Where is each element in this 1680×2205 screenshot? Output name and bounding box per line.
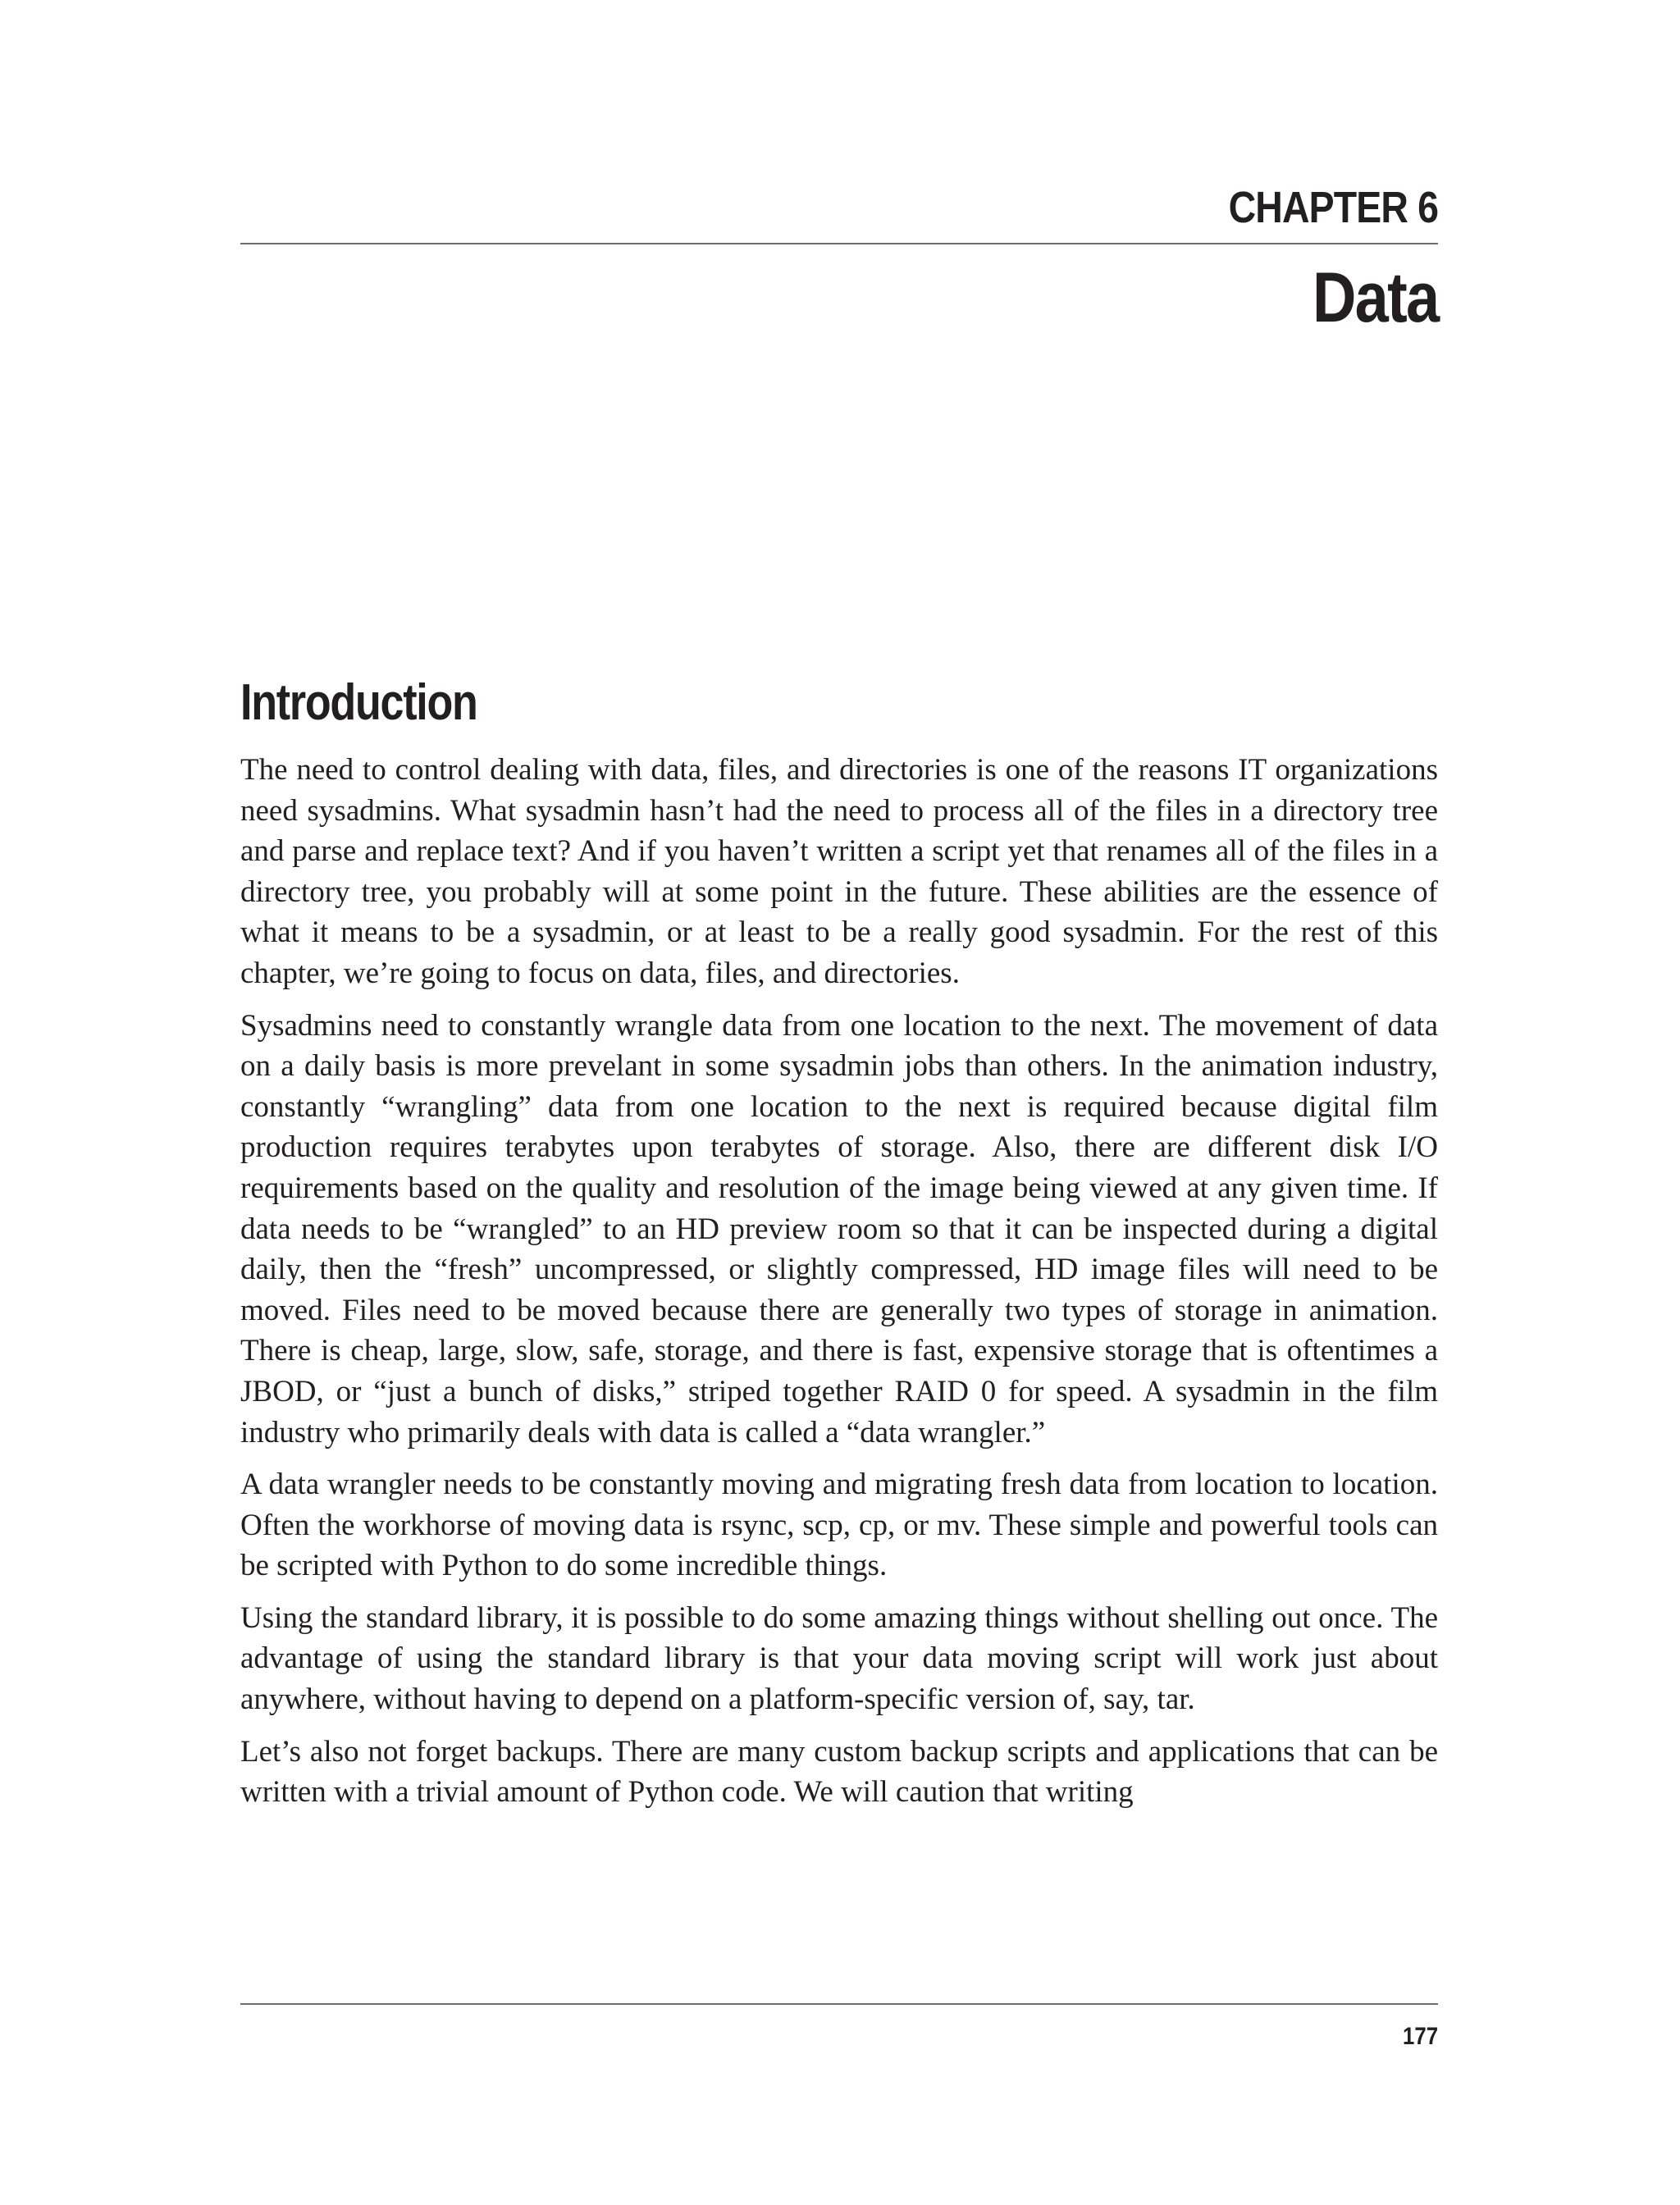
chapter-divider — [240, 243, 1438, 244]
body-text — [240, 750, 1438, 1824]
footer-divider — [240, 2003, 1438, 2005]
paragraph-4: Using the standard library, it is possible to do some amazing things without shelling out once. The advantage of using the standard library is that your data moving script will work just about anywhere, without having to depend on a platform-specific version of, say, tar. — [240, 1600, 1438, 1717]
chapter-title: Data — [1312, 258, 1438, 337]
paragraph-2: Sysadmins need to constantly wrangle data from one location to the next. The movement of data on a daily basis is more prevelant in some sysadmin jobs than others. In the animation industry, constantly “wrangling” data from one location to the next is required because digital film production requires terabytes upon terabytes of storage. Also, there are different disk I/O requirements based on the quality and resolution of the image being viewed at any given time. If data needs to be “wrangled” to an HD preview room so that it can be inspected during a digital daily, then the “fresh” uncompressed, or slightly compressed, HD image files will need to be moved. Files need to be moved because there are generally two types of storage in animation. There is cheap, large, slow, safe, storage, and there is fast, expensive storage that is oftentimes a JBOD, or “just a bunch of disks,” striped together RAID 0 for speed. A sysadmin in the film industry who primarily deals with data is called a “data wrangler.” — [240, 1008, 1438, 1449]
paragraph-1: The need to control dealing with data, files, and directories is one of the reasons IT organizations need sysadmins. What sysadmin hasn’t had the need to process all of the files in a directory tree and parse and replace text? And if you haven’t written a script yet that renames all of the files in a directory tree, you probably will at some point in the future. These abilities are the essence of what it means to be a sysadmin, or at least to be a really good sysadmin. For the rest of this chapter, we’re going to focus on data, files, and directories. — [240, 753, 1438, 990]
page-number: 177 — [1402, 2023, 1438, 2050]
paragraph-3: A data wrangler needs to be constantly moving and migrating fresh data from location to location. Often the workhorse of moving data is rsync, scp, cp, or mv. These simple and powerful tools can be scripted with Python to do some incredible things. — [240, 1468, 1438, 1583]
chapter-label: CHAPTER 6 — [1228, 183, 1438, 232]
section-heading: Introduction — [240, 674, 477, 731]
paragraph-5: Let’s also not forget backups. There are many custom backup scripts and applications that can be written with a trivial amount of Python code. We will caution that writing — [240, 1734, 1438, 1810]
